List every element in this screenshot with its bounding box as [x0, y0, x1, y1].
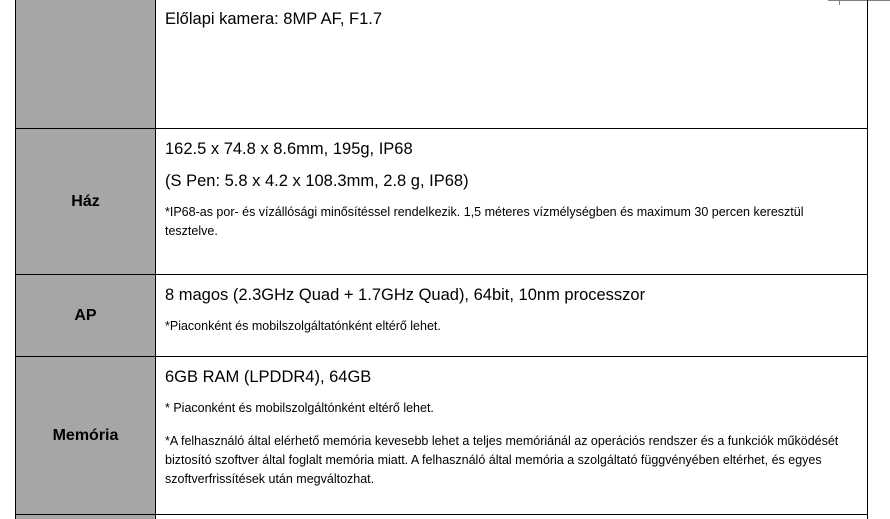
row-value-cell: [156, 0, 868, 129]
processor-text: 8 magos (2.3GHz Quad + 1.7GHz Quad), 64bit, 10nm processzor: [165, 286, 646, 304]
row-label-memory: Memória: [16, 357, 156, 515]
memory-note-market: * Piaconként és mobilszolgáltónként eltérő lehet.: [165, 401, 434, 415]
row-label-body: Ház: [16, 129, 156, 275]
memory-note-available: *A felhasználó által elérhető memória kevesebb lehet a teljes memóriánál az operációs rendszer és a funkciók működését biztosító szoftver által foglalt memória miatt. A felhasználó által memória a szolgáltató függvényében eltérhet, és egyes szoftverfrissítések után megváltozhat.: [165, 434, 839, 486]
row-label-cell: [16, 0, 156, 129]
spec-row-next: [16, 515, 868, 519]
front-camera-text: Előlapi kamera: 8MP AF, F1.7: [165, 10, 383, 28]
spec-row-front-camera: [16, 0, 868, 129]
spec-row-ap: [16, 275, 868, 357]
row-label-ap: AP: [16, 275, 156, 357]
row-value-cell: [156, 129, 868, 275]
body-dimensions-text: 162.5 x 74.8 x 8.6mm, 195g, IP68: [165, 140, 413, 158]
ip68-note: *IP68-as por- és vízállósági minősítéssel rendelkezik. 1,5 méteres vízmélységben és maximum 30 percen keresztül tesztelve.: [165, 205, 804, 238]
spec-row-memory: [16, 357, 868, 515]
row-value-cell: [156, 275, 868, 357]
spec-row-body: [16, 129, 868, 275]
processor-note: *Piaconként és mobilszolgáltatónként eltérő lehet.: [165, 319, 441, 333]
spec-table: [15, 0, 868, 519]
row-value-cell: [156, 515, 868, 519]
memory-text: 6GB RAM (LPDDR4), 64GB: [165, 368, 372, 386]
row-value-cell: [156, 357, 868, 515]
spen-dimensions-text: (S Pen: 5.8 x 4.2 x 108.3mm, 2.8 g, IP68): [165, 172, 469, 190]
row-label-next: [16, 515, 156, 519]
